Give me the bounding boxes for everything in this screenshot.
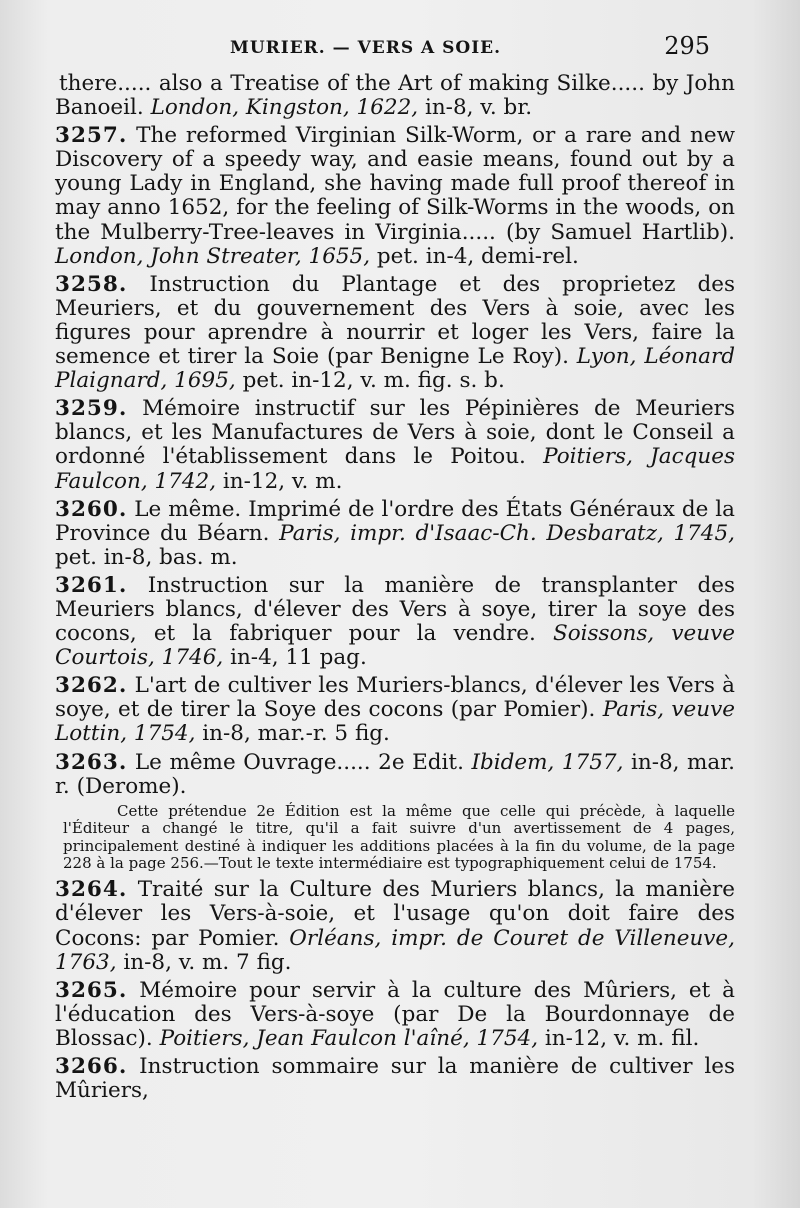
catalog-entry	[55, 574, 735, 670]
running-head	[60, 32, 710, 66]
catalog-entry	[55, 1055, 735, 1103]
entry-number: 3266.	[55, 1054, 128, 1079]
entry-text: Le même. Imprimé de l'ordre des États Généraux de la Province du Béarn.	[55, 496, 735, 546]
entry-number: 3262.	[55, 673, 128, 699]
entry-number: 3257.	[55, 123, 128, 149]
entry-text: The reformed Virginian Silk-Worm, or a rare and new Discovery of a speedy way, and easie means, found out by a young Lady in England, she having made full proof thereof in may anno 1652, for the feeling of Silk-Worms in the woods, on the Mulberry-Tree-leaves in Virginia..... (by Samuel Hartlib).	[55, 123, 735, 245]
entry-format: in-8, v. m. 7 fig.	[123, 949, 292, 975]
entry-number: 3261.	[55, 572, 128, 598]
running-title: MURIER. — VERS A SOIE.	[230, 38, 502, 58]
catalog-entry-continuation	[55, 72, 735, 120]
entry-number: 3263.	[55, 749, 128, 775]
catalog-body	[55, 72, 735, 1107]
entry-text: there..... also a Treatise of the Art of making Silke..... by John Banoeil.	[55, 71, 735, 121]
entry-format: in-12, v. m. fil.	[544, 1025, 700, 1051]
entry-imprint: Lyon, Léonard Plaignard, 1695,	[55, 344, 735, 394]
entry-imprint: Orléans, impr. de Couret de Villeneuve, 1763,	[55, 925, 735, 975]
entry-text: Instruction du Plantage et des proprietez des Meuriers, et du gouvernement des Vers à soie, avec les figures pour aprendre à nourrir et loger les Vers, faire la semence et tirer la Soie (par Benigne Le Roy).	[55, 271, 735, 370]
entry-imprint: Poitiers, Jacques Faulcon, 1742,	[55, 444, 736, 494]
catalog-entry	[55, 979, 735, 1051]
entry-format: in-4, 11 pag.	[230, 645, 367, 671]
entry-imprint: Poitiers, Jean Faulcon l'aîné, 1754,	[159, 1025, 539, 1051]
entry-format: in-12, v. m.	[222, 468, 343, 494]
entry-number: 3265.	[55, 977, 128, 1003]
entry-text: Instruction sur la manière de transplanter des Meuriers blancs, d'élever des Vers à soye, tirer la soye des cocons, et la fabriquer pour la vendre.	[55, 572, 735, 647]
entry-imprint: Paris, veuve Lottin, 1754,	[55, 697, 735, 747]
entry-number: 3260.	[55, 496, 128, 522]
catalog-entry	[55, 878, 735, 974]
page-number: 295	[664, 32, 710, 60]
entry-imprint: Ibidem, 1757,	[471, 749, 624, 775]
entry-format: in-8, mar. r. (Derome).	[55, 749, 735, 799]
catalog-entry	[55, 674, 735, 746]
entry-imprint: London, Kingston, 1622,	[150, 95, 419, 121]
entry-format: pet. in-4, demi-rel.	[376, 243, 579, 269]
entry-format: pet. in-12, v. m. fig. s. b.	[242, 368, 505, 394]
editor-note	[55, 803, 735, 873]
entry-text: Traité sur la Culture des Muriers blancs, la manière d'élever les Vers-à-soie, et l'usage qu'on doit faire des Cocons: par Pomier.	[55, 877, 735, 951]
entry-number: 3258.	[55, 271, 128, 297]
catalog-entry	[55, 124, 735, 269]
catalog-entry	[55, 273, 735, 393]
catalog-entry	[55, 751, 735, 799]
entry-number: 3259.	[55, 396, 128, 422]
catalog-entry	[55, 397, 735, 493]
entry-format: pet. in-8, bas. m.	[55, 544, 238, 570]
entry-format: in-8, v. br.	[424, 95, 533, 121]
entry-text: Instruction sommaire sur la manière de cultiver les Mûriers,	[55, 1054, 735, 1104]
entry-imprint: Soissons, veuve Courtois, 1746,	[55, 621, 735, 671]
entry-text: L'art de cultiver les Muriers-blancs, d'élever les Vers à soye, et de tirer la Soye des cocons (par Pomier).	[55, 673, 735, 723]
note-text: Cette prétendue 2e Édition est la même que celle qui précède, à laquelle l'Éditeur a changé le titre, qu'il a fait suivre d'un avertissement de 4 pages, principalement destiné à indiquer les additions placées à la fin du volume, de la page 228 à la page 256.—Tout le texte intermédiaire est typographiquement celui de 1754.	[63, 801, 735, 872]
entry-imprint: London, John Streater, 1655,	[55, 243, 371, 269]
entry-text: Mémoire pour servir à la culture des Mûriers, et à l'éducation des Vers-à-soye (par De la Bourdonnaye de Blossac).	[55, 977, 735, 1051]
catalog-entry	[55, 498, 735, 570]
entry-imprint: Paris, impr. d'Isaac-Ch. Desbaratz, 1745,	[279, 520, 736, 546]
entry-number: 3264.	[55, 877, 128, 903]
entry-text: Mémoire instructif sur les Pépinières de Meuriers blancs, et les Manufactures de Vers à soie, dont le Conseil a ordonné l'établissement dans le Poitou.	[55, 396, 735, 470]
entry-format: in-8, mar.-r. 5 fig.	[202, 721, 390, 747]
entry-text: Le même Ouvrage..... 2e Edit.	[134, 749, 464, 775]
